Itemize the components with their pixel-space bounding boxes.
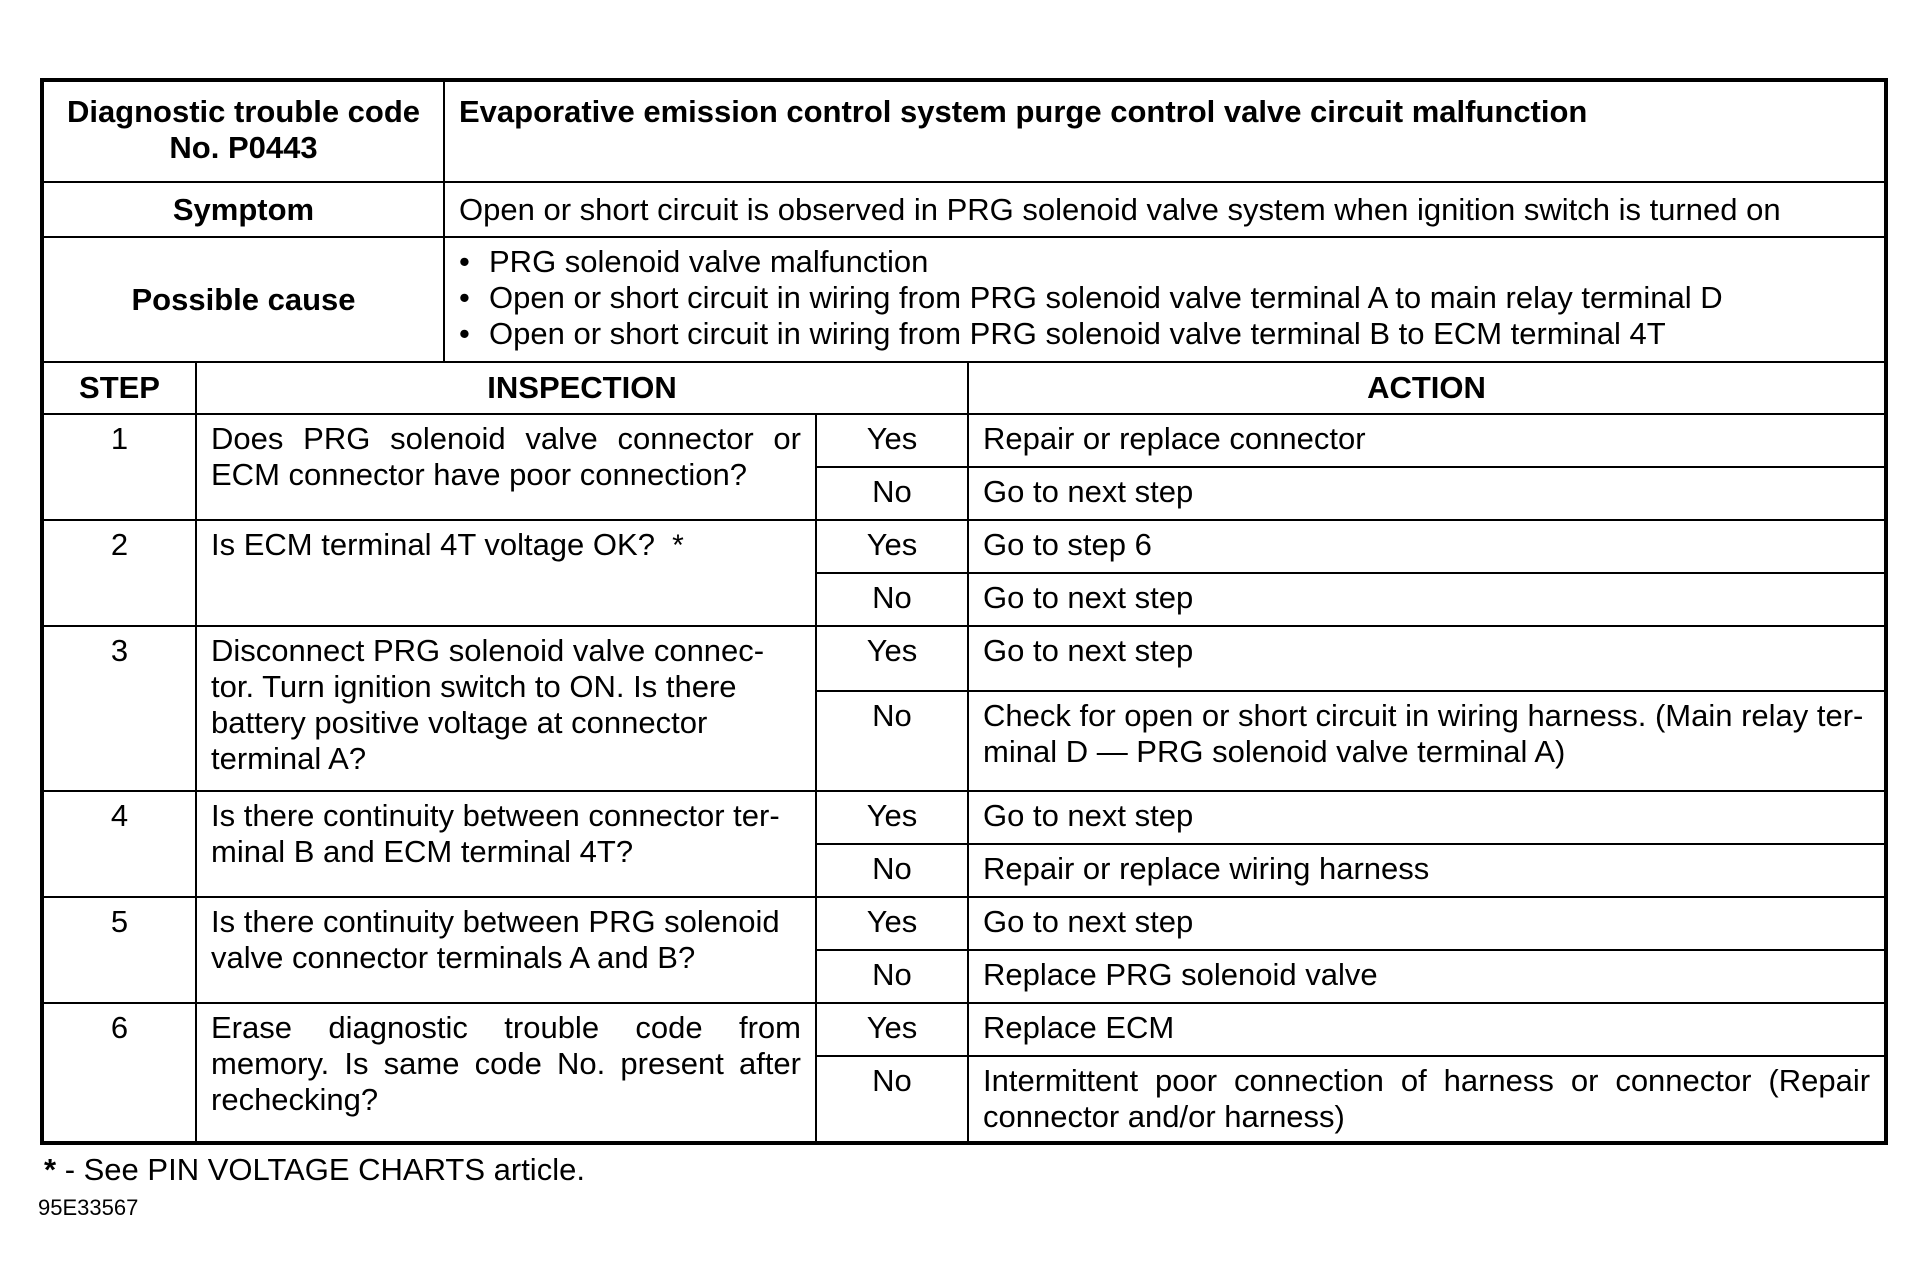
col-header-inspection: INSPECTION <box>196 362 968 414</box>
inspection-text: Is there continuity between connector ter-minal B and ECM terminal 4T? <box>196 791 816 897</box>
step-number: 6 <box>44 1003 196 1142</box>
no-action: Repair or replace wiring harness <box>968 844 1884 897</box>
column-header-row <box>44 362 1884 414</box>
possible-cause-label: Possible cause <box>44 237 444 362</box>
inspection-text: Is ECM terminal 4T voltage OK? <box>211 527 655 562</box>
yes-action: Go to next step <box>968 626 1884 691</box>
col-header-step: STEP <box>44 362 196 414</box>
step-row <box>44 414 1884 467</box>
no-label: No <box>816 950 968 1003</box>
yes-label: Yes <box>816 897 968 950</box>
no-action: Go to next step <box>968 573 1884 626</box>
no-label: No <box>816 573 968 626</box>
no-label: No <box>816 844 968 897</box>
header-row <box>44 82 1884 182</box>
dtc-table <box>44 82 1884 1143</box>
dtc-code-label: Diagnostic trouble code No. P0443 <box>44 82 444 182</box>
yes-label: Yes <box>816 520 968 573</box>
possible-cause-list <box>459 244 1870 352</box>
possible-cause-item: • PRG solenoid valve malfunction <box>459 244 929 279</box>
yes-label: Yes <box>816 626 968 691</box>
no-action: Intermittent poor connection of harness or connector (Repair connector and/or harness) <box>968 1056 1884 1142</box>
inspection-text: Erase diagnostic trouble code from memory. Is same code No. present after rechecking? <box>196 1003 816 1142</box>
bullet-glyph: • <box>459 244 470 279</box>
step-row <box>44 626 1884 691</box>
yes-action: Replace ECM <box>968 1003 1884 1056</box>
step-number: 3 <box>44 626 196 791</box>
step-number: 1 <box>44 414 196 520</box>
step-number: 5 <box>44 897 196 1003</box>
symptom-row <box>44 182 1884 237</box>
no-action: Replace PRG solenoid valve <box>968 950 1884 1003</box>
inspection-text: Is there continuity between PRG solenoid valve connector terminals A and B? <box>196 897 816 1003</box>
step-row <box>44 897 1884 950</box>
symptom-label: Symptom <box>44 182 444 237</box>
no-action: Go to next step <box>968 467 1884 520</box>
footnote <box>44 1152 585 1188</box>
step-row <box>44 520 1884 573</box>
symptom-text: Open or short circuit is observed in PRG solenoid valve system when ignition switch is turned on <box>444 182 1884 237</box>
yes-action: Go to next step <box>968 791 1884 844</box>
footnote-asterisk: * <box>44 1152 57 1187</box>
possible-cause-cell <box>444 237 1884 362</box>
step-row <box>44 791 1884 844</box>
bullet-glyph: • <box>459 280 470 315</box>
step-number: 2 <box>44 520 196 626</box>
diagnostic-table <box>40 78 1888 1145</box>
asterisk-marker: * <box>672 529 684 562</box>
dtc-title: Evaporative emission control system purge control valve circuit malfunction <box>444 82 1884 182</box>
no-label: No <box>816 467 968 520</box>
yes-action: Repair or replace connector <box>968 414 1884 467</box>
yes-action: Go to step 6 <box>968 520 1884 573</box>
possible-cause-item: • Open or short circuit in wiring from PRG solenoid valve terminal B to ECM terminal 4T <box>459 316 1666 351</box>
no-label: No <box>816 691 968 791</box>
step-number: 4 <box>44 791 196 897</box>
no-action: Check for open or short circuit in wiring harness. (Main relay ter-minal D — PRG solenoid valve terminal A) <box>968 691 1884 791</box>
bullet-glyph: • <box>459 316 470 351</box>
col-header-action: ACTION <box>968 362 1884 414</box>
step-row <box>44 1003 1884 1056</box>
yes-action: Go to next step <box>968 897 1884 950</box>
no-label: No <box>816 1056 968 1142</box>
yes-label: Yes <box>816 414 968 467</box>
footnote-text: - See PIN VOLTAGE CHARTS article. <box>56 1152 585 1187</box>
yes-label: Yes <box>816 1003 968 1056</box>
yes-label: Yes <box>816 791 968 844</box>
possible-cause-row <box>44 237 1884 362</box>
possible-cause-item: • Open or short circuit in wiring from PRG solenoid valve terminal A to main relay terminal D <box>459 280 1723 315</box>
inspection-cell <box>196 520 816 626</box>
inspection-text: Does PRG solenoid valve connector or ECM connector have poor connection? <box>196 414 816 520</box>
figure-id: 95E33567 <box>38 1195 139 1220</box>
inspection-text: Disconnect PRG solenoid valve connec-tor. Turn ignition switch to ON. Is there battery positive voltage at connector terminal A? <box>196 626 816 791</box>
